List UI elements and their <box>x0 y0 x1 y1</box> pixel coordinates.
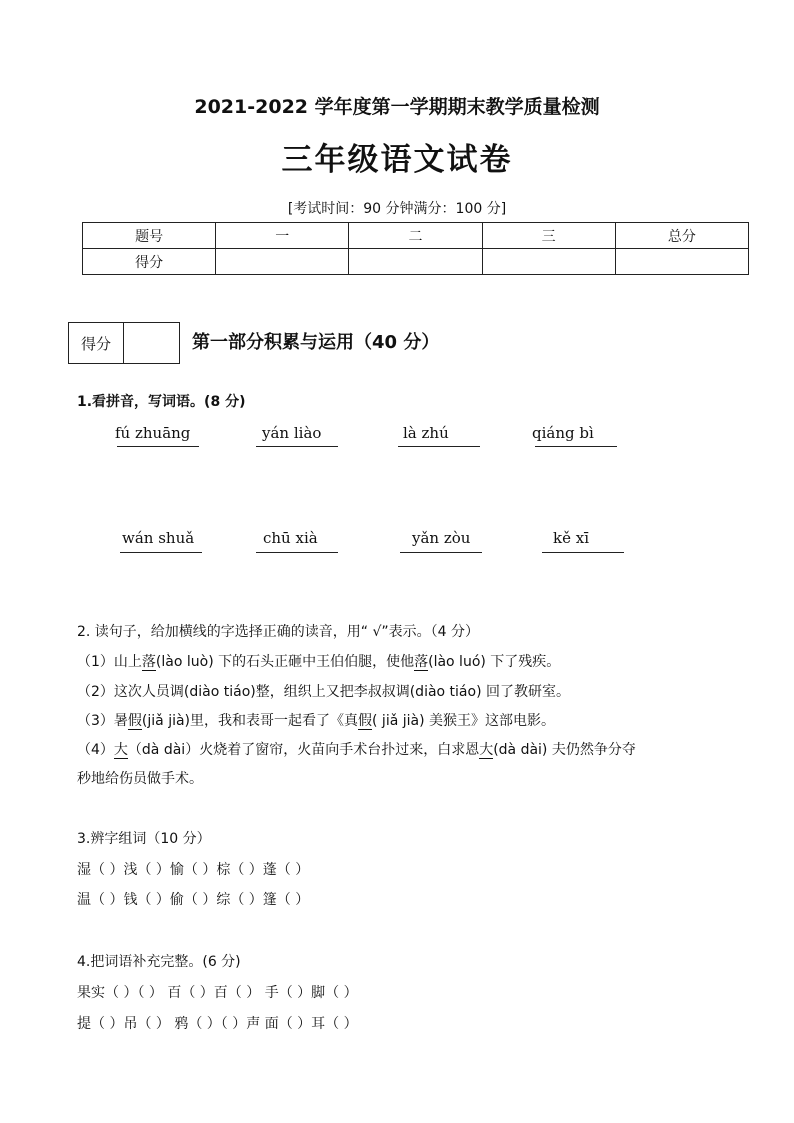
q1-heading: 1.看拼音，写词语。(8 分) <box>77 394 246 410</box>
q4-row-2[interactable]: 提（ ）吊（ ） 鸦（ ）（ ）声 面（ ）耳（ ） <box>77 1016 358 1032</box>
underlined-char: 假 <box>358 713 373 729</box>
pinyin-item: qiáng bì <box>532 424 594 442</box>
score-cell: 三 <box>482 223 615 249</box>
text-segment: (lào luó) 下了残疾。 <box>428 654 561 670</box>
score-input-cell[interactable] <box>216 249 349 275</box>
q2-sentence-1 <box>77 651 560 671</box>
text-segment: （3）暑 <box>77 713 128 729</box>
score-table-header-row <box>83 223 749 249</box>
answer-line[interactable] <box>256 446 338 447</box>
text-segment: （1）山上 <box>77 654 142 670</box>
underlined-char: 落 <box>414 654 429 670</box>
answer-line[interactable] <box>256 552 338 553</box>
pinyin-item: chū xià <box>263 529 318 547</box>
answer-line[interactable] <box>117 446 199 447</box>
text-segment: (jiǎ jià)里，我和表哥一起看了《真 <box>141 713 359 729</box>
pinyin-item: yán liào <box>262 424 322 442</box>
pinyin-item: yǎn zòu <box>412 529 471 547</box>
q2-sentence-2 <box>77 681 570 701</box>
part1-score-box <box>68 322 180 364</box>
answer-line[interactable] <box>542 552 624 553</box>
score-input-cell[interactable] <box>482 249 615 275</box>
underlined-char: 假 <box>127 713 142 729</box>
pinyin-item: là zhú <box>403 424 449 442</box>
text-segment: (lào luò) 下的石头正砸中王伯伯腿，使他 <box>155 654 415 670</box>
score-cell: 一 <box>216 223 349 249</box>
q2-sentence-4 <box>77 739 636 759</box>
exam-info: [考试时间：90 分钟满分：100 分] <box>287 201 507 217</box>
q3-row-1[interactable]: 湿（ ）浅（ ）愉（ ）棕（ ）蓬（ ） <box>77 862 310 878</box>
answer-line[interactable] <box>400 552 482 553</box>
q2-sentence-3 <box>77 710 555 730</box>
exam-title: 2021-2022 学年度第一学期期末教学质量检测 <box>194 96 600 118</box>
score-cell: 得分 <box>83 249 216 275</box>
pinyin-item: fú zhuāng <box>115 424 191 442</box>
pinyin-item: kě xī <box>553 529 589 547</box>
underlined-char: 大 <box>113 742 128 758</box>
q4-heading: 4.把词语补充完整。(6 分) <box>77 954 241 970</box>
q3-row-2[interactable]: 温（ ）钱（ ）偷（ ）综（ ）篷（ ） <box>77 892 310 908</box>
text-segment: （2）这次人员调(diào tiáo)整，组织上又把李叔叔调(diào tiáo) 回了教研室。 <box>77 684 570 700</box>
part1-title: 第一部分积累与运用（40 分） <box>192 332 440 353</box>
score-input-cell[interactable] <box>349 249 482 275</box>
q2-sentence-4-cont: 秒地给伤员做手术。 <box>77 771 203 787</box>
underlined-char: 大 <box>479 742 494 758</box>
q4-row-1[interactable]: 果实（ ）（ ） 百（ ）百（ ） 手（ ）脚（ ） <box>77 985 358 1001</box>
underlined-char: 落 <box>141 654 156 670</box>
q3-heading: 3.辨字组词（10 分） <box>77 831 211 847</box>
answer-line[interactable] <box>535 446 617 447</box>
pinyin-item: wán shuǎ <box>122 529 195 547</box>
answer-line[interactable] <box>120 552 202 553</box>
score-cell: 题号 <box>83 223 216 249</box>
score-cell: 二 <box>349 223 482 249</box>
text-segment: （4） <box>77 742 114 758</box>
exam-subtitle: 三年级语文试卷 <box>281 142 513 178</box>
score-input-cell[interactable] <box>615 249 748 275</box>
score-cell: 总分 <box>615 223 748 249</box>
part1-score-blank[interactable] <box>124 323 179 363</box>
score-table <box>82 222 749 275</box>
part1-score-label: 得分 <box>69 323 124 363</box>
text-segment: (dà dài) 夫仍然争分夺 <box>493 742 636 758</box>
text-segment: （dà dài）火烧着了窗帘，火苗向手术台扑过来，白求恩 <box>127 742 480 758</box>
q2-heading: 2. 读句子，给加横线的字选择正确的读音，用“ √”表示。（4 分） <box>77 624 480 640</box>
score-table-score-row <box>83 249 749 275</box>
answer-line[interactable] <box>398 446 480 447</box>
text-segment: ( jiǎ jià) 美猴王》这部电影。 <box>372 713 556 729</box>
